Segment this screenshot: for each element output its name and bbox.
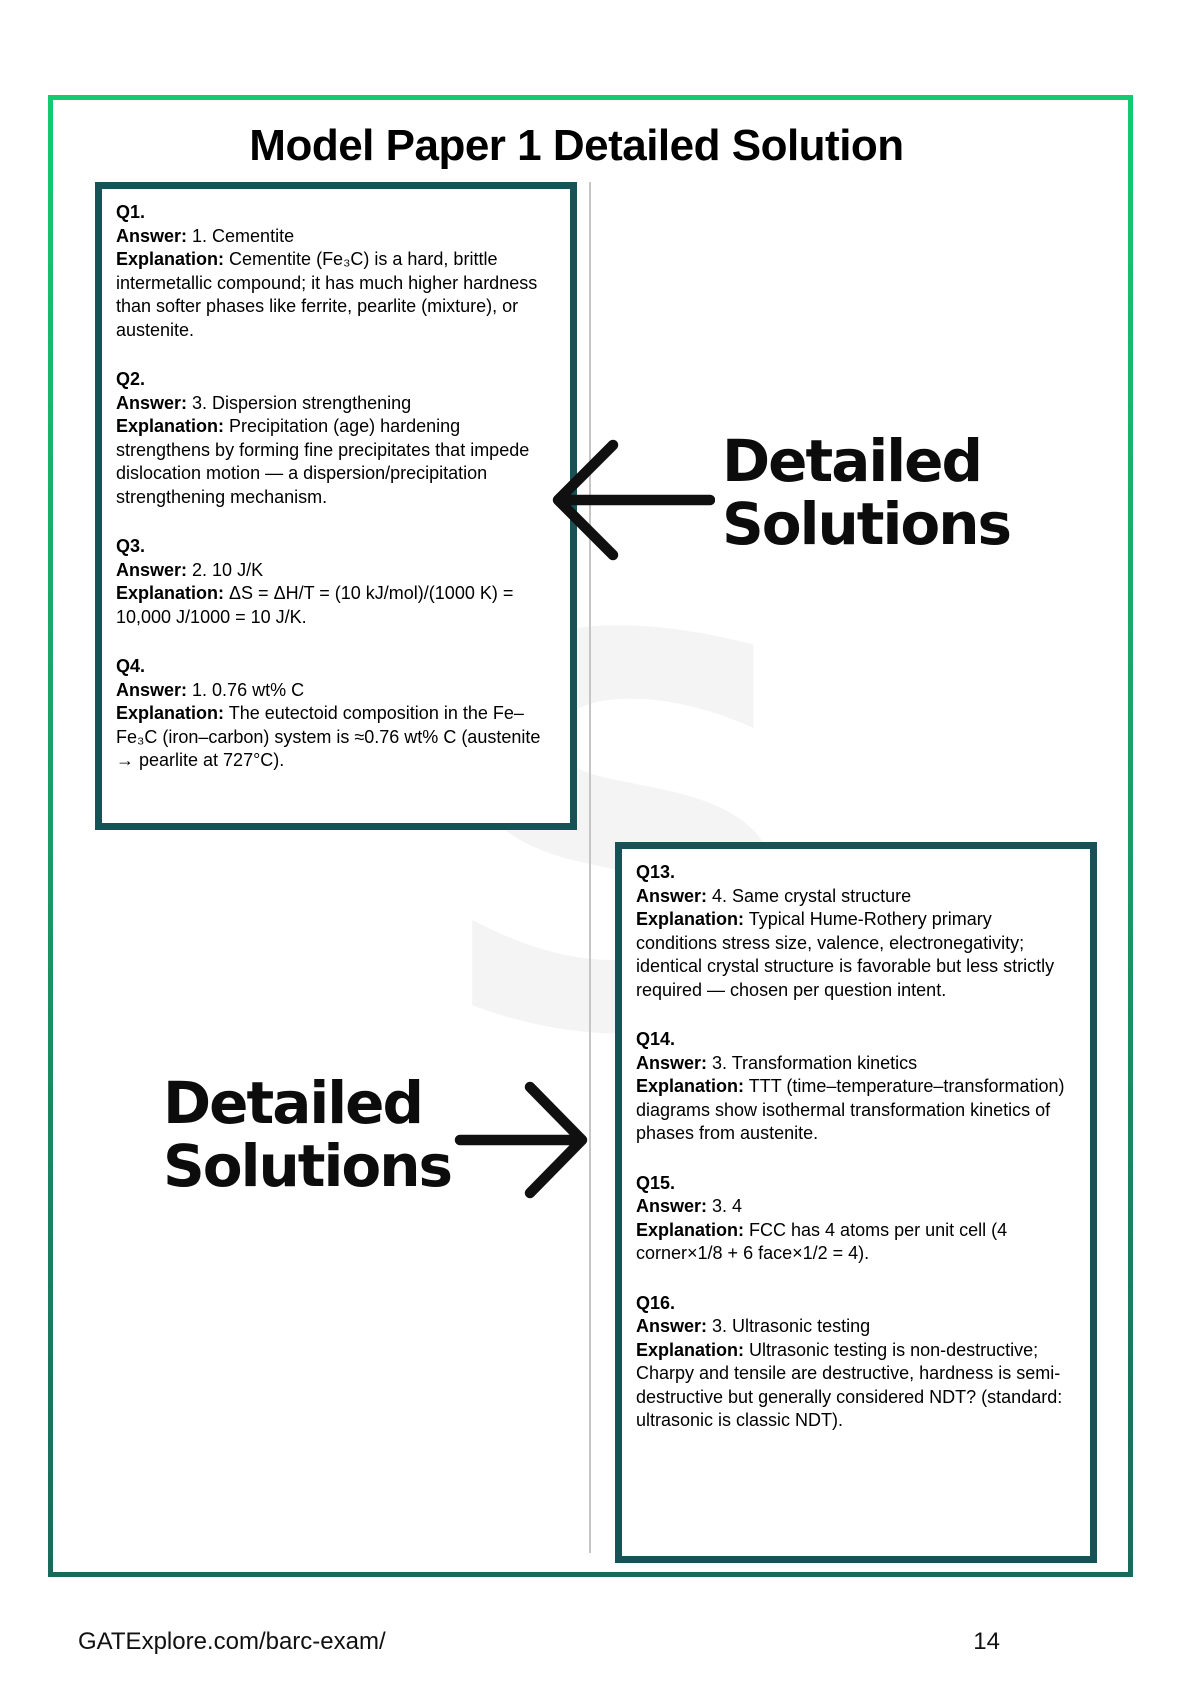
explanation-line [116,582,556,629]
arrow-right-icon [450,1065,595,1215]
explanation-line [116,248,556,342]
question-number: Q15. [636,1172,676,1193]
detailed-solutions-label-top [722,427,1011,558]
explanation-line [116,702,556,773]
page-title: Model Paper 1 Detailed Solution [249,121,904,170]
label-line-2: Solutions [163,1132,452,1200]
answer-text: 3. Ultrasonic testing [712,1316,871,1336]
explanation-text: Precipitation (age) hardening strengthens by forming fine precipitates that impede dislocation motion — a dispersion/precipitation strengthening mechanism. [116,416,530,507]
question-q4 [116,655,556,773]
answer-label: Answer: [116,392,188,413]
explanation-text: FCC has 4 atoms per unit cell (4 corner×1/8 + 6 face×1/2 = 4). [636,1219,1008,1263]
explanation-text: Cementite (Fe₃C) is a hard, brittle intermetallic compound; it has much higher hardness than softer phases like ferrite, pearlite (mixture), or austenite. [116,249,538,340]
explanation-label: Explanation: [636,909,745,929]
explanation-label: Explanation: [636,1339,745,1360]
answer-text: 1. 0.76 wt% C [192,679,305,700]
explanation-text: The eutectoid composition in the Fe–Fe₃C (iron–carbon) system is ≈0.76 wt% C (austenite → pearlite at 727°C). [116,703,541,770]
explanation-label: Explanation: [116,583,225,603]
explanation-line [636,1339,1076,1433]
question-q14 [636,1028,1076,1146]
answer-text: 3. Transformation kinetics [712,1052,918,1073]
question-number: Q4. [116,656,146,676]
answer-label: Answer: [636,1052,708,1073]
detailed-solutions-label-bottom [163,1069,452,1200]
question-number: Q2. [116,369,146,389]
answer-label: Answer: [636,1316,708,1336]
answer-line [116,225,556,249]
answer-text: 3. 4 [712,1196,743,1216]
answer-line [636,1315,1076,1339]
label-line-1: Detailed [163,1069,422,1137]
answer-label: Answer: [116,225,188,246]
explanation-label: Explanation: [116,249,225,269]
answer-label: Answer: [116,679,188,700]
question-q1 [116,201,556,342]
explanation-line [636,1219,1076,1266]
question-number: Q3. [116,536,146,556]
question-q16 [636,1292,1076,1433]
answer-line [116,392,556,416]
explanation-text: TTT (time–temperature–transformation) diagrams show isothermal transformation kinetics of phases from austenite. [636,1076,1065,1143]
label-line-2: Solutions [722,490,1011,558]
page-number: 14 [973,1628,1000,1655]
answer-label: Answer: [636,885,708,906]
solutions-box-q13-q16 [615,842,1097,1563]
footer-site-url: GATExplore.com/barc-exam/ [78,1628,386,1655]
question-q15 [636,1172,1076,1266]
answer-line [636,885,1076,909]
solutions-box-q1-q4 [95,182,577,830]
explanation-line [636,908,1076,1002]
answer-line [636,1052,1076,1076]
answer-text: 3. Dispersion strengthening [192,392,412,413]
label-line-1: Detailed [722,427,981,495]
question-number: Q14. [636,1029,676,1049]
explanation-label: Explanation: [636,1219,745,1240]
explanation-label: Explanation: [116,416,225,436]
answer-line [116,559,556,583]
question-q13 [636,861,1076,1002]
answer-label: Answer: [116,559,188,580]
explanation-label: Explanation: [116,703,225,723]
question-number: Q1. [116,202,146,222]
page-footer [78,1628,1000,1656]
answer-text: 2. 10 J/K [192,559,264,580]
answer-text: 4. Same crystal structure [712,885,912,906]
explanation-text: Typical Hume-Rothery primary conditions stress size, valence, electronegativity; identical crystal structure is favorable but less strictly required — chosen per question intent. [636,909,1055,1000]
answer-line [116,679,556,703]
question-number: Q13. [636,862,676,882]
answer-text: 1. Cementite [192,225,295,246]
explanation-label: Explanation: [636,1076,745,1096]
arrow-left-icon [545,425,715,575]
column-divider [589,182,591,1553]
answer-label: Answer: [636,1196,708,1216]
answer-line [636,1195,1076,1219]
question-q3 [116,535,556,629]
explanation-text: ΔS = ΔH/T = (10 kJ/mol)/(1000 K) = 10,000 J/1000 = 10 J/K. [116,583,514,627]
explanation-line [116,415,556,509]
explanation-line [636,1075,1076,1146]
explanation-text: Ultrasonic testing is non-destructive; Charpy and tensile are destructive, hardness is semi-destructive but generally considered NDT? (standard: ultrasonic is classic NDT). [636,1339,1063,1430]
question-q2 [116,368,556,509]
question-number: Q16. [636,1292,676,1313]
